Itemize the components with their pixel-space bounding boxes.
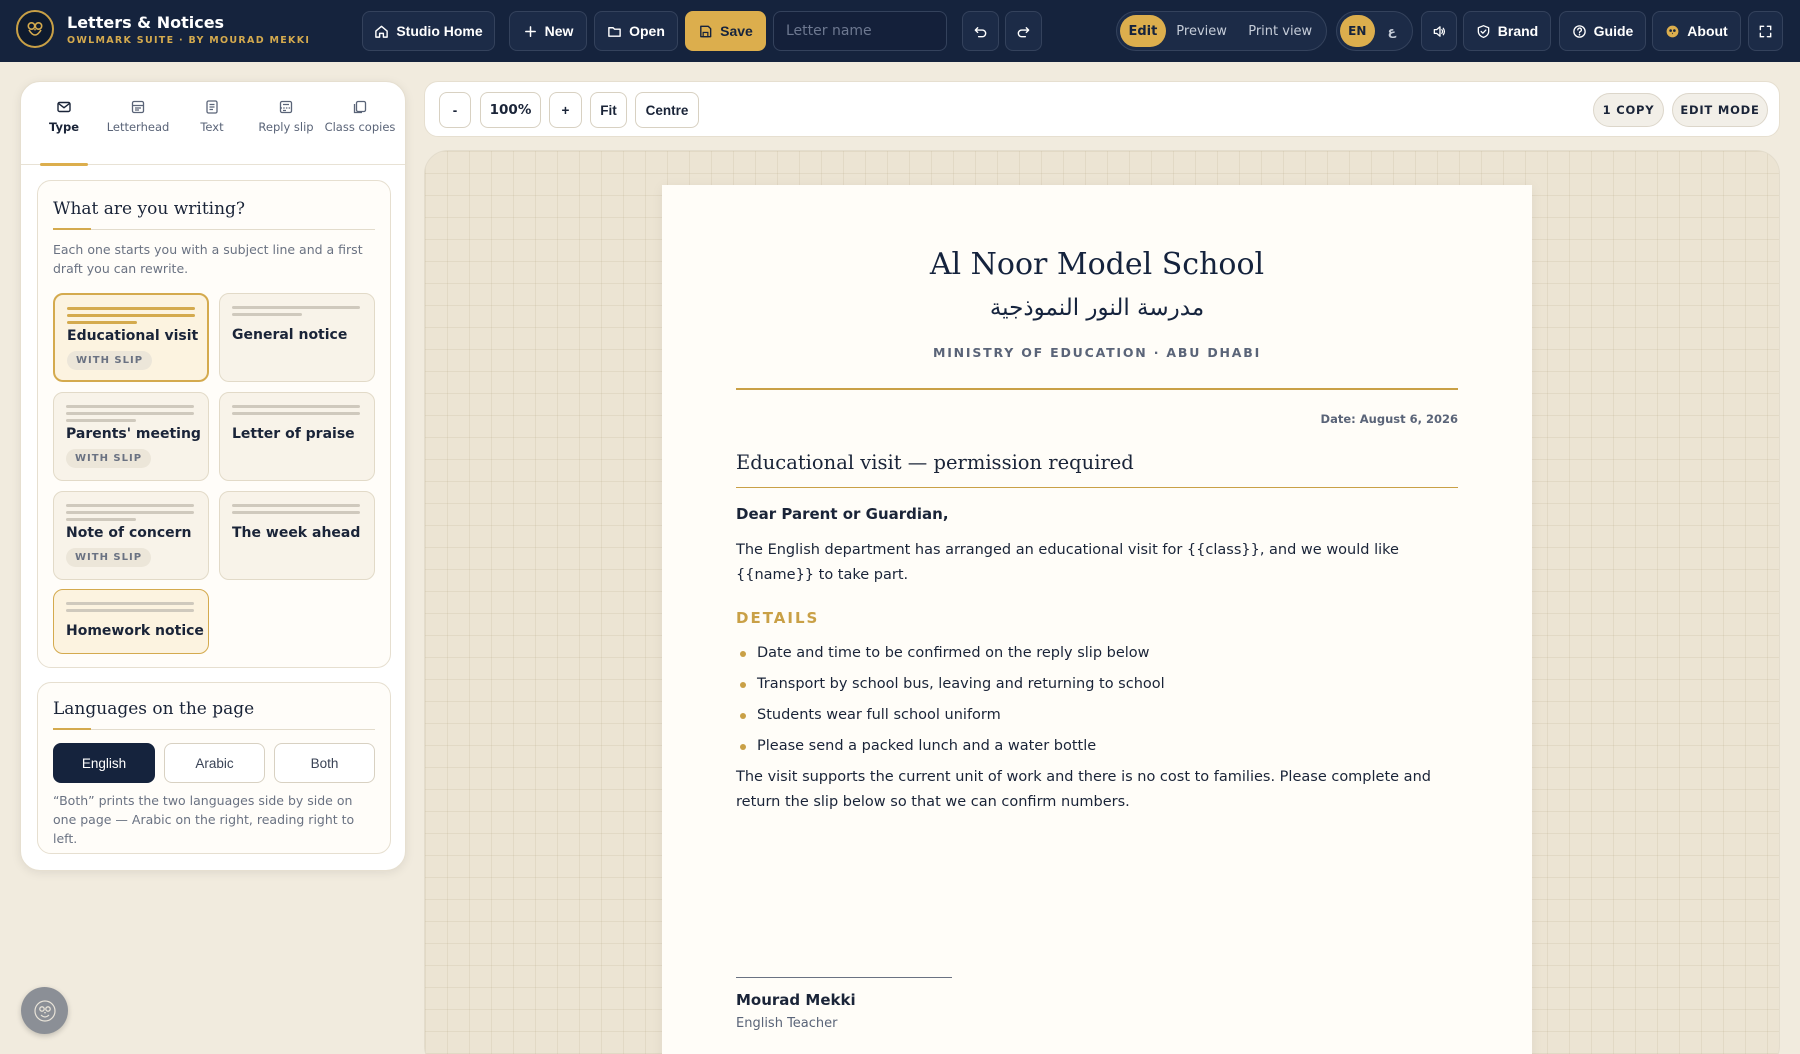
writing-card-title: What are you writing?: [53, 199, 246, 219]
language-option-english[interactable]: English: [53, 743, 155, 783]
template-name: The week ahead: [232, 525, 361, 541]
app-subtitle: OWLMARK SUITE · BY MOURAD MEKKI: [67, 35, 311, 46]
subject-divider: [736, 487, 1458, 488]
with-slip-badge: WITH SLIP: [66, 548, 151, 567]
tab-class-copies-label: Class copies: [324, 120, 396, 134]
top-bar: [0, 0, 1800, 62]
with-slip-badge: WITH SLIP: [67, 351, 152, 370]
undo-icon: [973, 24, 988, 39]
guide-label: Guide: [1593, 23, 1634, 39]
folder-icon: [607, 24, 622, 39]
writing-card-description: Each one starts you with a subject line and a first draft you can rewrite.: [53, 242, 363, 276]
languages-card: [37, 682, 391, 854]
letter-canvas[interactable]: [424, 150, 1780, 1054]
brand-button[interactable]: [1463, 11, 1551, 51]
template-preview-lines: [66, 504, 194, 525]
save-icon: [698, 24, 713, 39]
new-button[interactable]: [509, 11, 587, 51]
template-name: Letter of praise: [232, 426, 355, 442]
redo-button[interactable]: [1005, 11, 1042, 51]
list-item: Students wear full school uniform: [736, 700, 1458, 731]
languages-card-rule: [53, 729, 375, 730]
save-label: Save: [720, 23, 753, 39]
language-ar[interactable]: ع: [1387, 24, 1396, 38]
template-letter-of-praise[interactable]: [219, 392, 375, 481]
writing-type-card: [37, 180, 391, 668]
language-toggle: [1336, 11, 1413, 51]
copies-count-pill: 1 COPY: [1593, 93, 1664, 127]
details-list: [736, 638, 1458, 762]
template-the-week-ahead[interactable]: [219, 491, 375, 580]
template-preview-lines: [232, 504, 360, 518]
sound-button[interactable]: [1421, 11, 1457, 51]
tab-text[interactable]: [175, 82, 249, 165]
owl-icon: [1665, 24, 1680, 39]
letter-closing-paragraph: The visit supports the current unit of work and there is no cost to families. Please complete and return the slip below so that we can confirm numbers.: [736, 769, 1431, 810]
redo-icon: [1016, 24, 1031, 39]
tab-type[interactable]: [27, 82, 101, 165]
tab-reply-slip-label: Reply slip: [258, 120, 314, 134]
template-preview-lines: [232, 306, 360, 320]
owl-icon: [33, 999, 57, 1023]
signature-name: Mourad Mekki: [736, 991, 856, 1009]
save-button[interactable]: [685, 11, 766, 51]
template-name: Educational visit: [67, 328, 199, 344]
shield-check-icon: [1476, 24, 1491, 39]
language-en[interactable]: EN: [1340, 15, 1375, 47]
plus-icon: [523, 24, 538, 39]
about-button[interactable]: [1652, 11, 1741, 51]
template-note-of-concern[interactable]: [53, 491, 209, 580]
template-educational-visit[interactable]: [53, 293, 209, 382]
owl-logo-icon: [16, 10, 54, 48]
zoom-level: 100%: [480, 92, 541, 128]
assistant-owl-button[interactable]: [21, 987, 68, 1034]
edit-mode-pill: EDIT MODE: [1672, 93, 1768, 127]
about-label: About: [1687, 23, 1728, 39]
fit-button[interactable]: Fit: [590, 92, 627, 128]
signature-line: [736, 977, 952, 978]
brand-block: [67, 14, 310, 46]
template-preview-lines: [67, 307, 195, 328]
zoom-bar: [424, 81, 1780, 137]
guide-button[interactable]: [1559, 11, 1646, 51]
template-name: Note of concern: [66, 525, 192, 541]
school-name-english: Al Noor Model School: [929, 247, 1265, 282]
writing-card-rule: [53, 229, 375, 230]
fullscreen-icon: [1758, 24, 1773, 39]
panel-tabs: [21, 82, 405, 165]
tab-letterhead-label: Letterhead: [106, 120, 170, 134]
letter-page[interactable]: [662, 185, 1532, 1054]
template-preview-lines: [232, 405, 360, 419]
template-preview-lines: [66, 602, 194, 616]
with-slip-badge: WITH SLIP: [66, 449, 151, 468]
help-circle-icon: [1572, 24, 1587, 39]
list-item: Please send a packed lunch and a water bottle: [736, 731, 1458, 762]
home-icon: [374, 24, 389, 39]
document-text-icon: [204, 99, 220, 115]
letterhead-icon: [130, 99, 146, 115]
letter-salutation: Dear Parent or Guardian,: [736, 505, 949, 523]
zoom-in-button[interactable]: +: [549, 92, 582, 128]
signature-role: English Teacher: [736, 1016, 838, 1031]
studio-home-button[interactable]: [362, 11, 495, 51]
open-label: Open: [629, 23, 665, 39]
tab-text-label: Text: [200, 120, 224, 134]
envelope-icon: [56, 99, 72, 115]
list-item: Transport by school bus, leaving and returning to school: [736, 669, 1458, 700]
letterhead-divider: [736, 388, 1458, 390]
school-name-arabic: مدرسة النور النموذجية: [989, 295, 1205, 321]
language-option-arabic[interactable]: Arabic: [164, 743, 265, 783]
open-button[interactable]: [594, 11, 678, 51]
mode-print-view[interactable]: Print view: [1248, 23, 1313, 39]
mode-edit[interactable]: Edit: [1120, 15, 1166, 47]
centre-button[interactable]: Centre: [635, 92, 699, 128]
left-panel: [20, 81, 406, 871]
tab-class-copies[interactable]: [323, 82, 397, 165]
languages-card-title: Languages on the page: [53, 699, 255, 719]
tab-letterhead[interactable]: [101, 82, 175, 165]
mode-preview[interactable]: Preview: [1176, 23, 1227, 39]
ministry-line: MINISTRY OF EDUCATION · ABU DHABI: [932, 345, 1262, 360]
tab-type-label: Type: [48, 120, 79, 134]
template-name: Parents' meeting: [66, 426, 201, 442]
languages-note: “Both” prints the two languages side by side on one page — Arabic on the right, reading right to left.: [53, 793, 355, 846]
copies-icon: [352, 99, 368, 115]
undo-button[interactable]: [962, 11, 999, 51]
template-homework-notice[interactable]: [53, 589, 209, 654]
list-item: Date and time to be confirmed on the reply slip below: [736, 638, 1458, 669]
letter-name-input[interactable]: [773, 11, 947, 51]
speaker-icon: [1432, 24, 1447, 39]
letter-date: Date: August 6, 2026: [1320, 412, 1458, 426]
fullscreen-button[interactable]: [1748, 11, 1783, 51]
template-preview-lines: [66, 405, 194, 426]
letter-intro-paragraph: The English department has arranged an educational visit for {{class}}, and we would like {{name}} to take part.: [736, 542, 1399, 583]
template-general-notice[interactable]: [219, 293, 375, 382]
brand-label: Brand: [1497, 23, 1539, 39]
tab-reply-slip[interactable]: [249, 82, 323, 165]
app-title: Letters & Notices: [67, 13, 225, 32]
template-name: Homework notice: [66, 623, 204, 639]
studio-home-label: Studio Home: [396, 23, 483, 39]
details-heading: DETAILS: [736, 609, 820, 627]
zoom-out-button[interactable]: -: [439, 92, 471, 128]
view-mode-toggle: [1116, 11, 1327, 51]
template-name: General notice: [232, 327, 348, 343]
new-label: New: [544, 23, 574, 39]
letter-subject: Educational visit — permission required: [736, 451, 1134, 474]
reply-slip-icon: [278, 99, 294, 115]
template-parents-meeting[interactable]: [53, 392, 209, 481]
language-option-both[interactable]: Both: [274, 743, 375, 783]
